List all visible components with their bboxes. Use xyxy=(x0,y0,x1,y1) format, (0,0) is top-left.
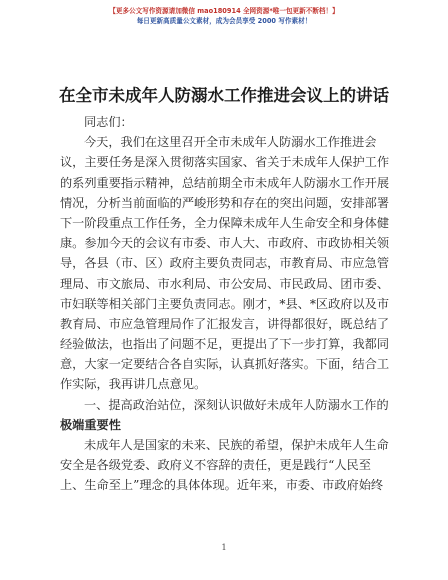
body-text-line: 康。参加今天的会议有市委、市人大、市政府、市政协相关领 xyxy=(60,236,390,251)
body-text-line: 上、生命至上”理念的具体体现。近年来，市委、市政府始终 xyxy=(60,478,384,493)
body-text-line: 教育局、市应急管理局作了汇报发言，讲得都很好，既总结了 xyxy=(60,316,390,331)
body-text-line: 作实际，我再讲几点意见。 xyxy=(60,377,207,392)
body-text-line: 情况，分析当前面临的严峻形势和存在的突出问题，安排部署 xyxy=(60,195,390,210)
body-text-line: 一、提高政治站位，深刻认识做好未成年人防溺水工作的 xyxy=(84,397,389,412)
body-text-line: 安全是各级党委、政府义不容辞的责任，更是践行“人民至 xyxy=(60,458,371,473)
page-number: 1 xyxy=(221,543,227,552)
body-text-line: 理局、市文旅局、市水利局、市公安局、市民政局、团市委、 xyxy=(60,276,390,291)
body-text-line: 议，主要任务是深入贯彻落实国家、省关于未成年人保护工作 xyxy=(60,155,390,170)
body-text-line: 经验做法，也指出了问题不足，更提出了下一步打算，我都同 xyxy=(60,337,390,352)
body-text-line: 下一阶段重点工作任务，全力保障未成年人生命安全和身体健 xyxy=(60,215,390,230)
promo-banner-line-2: 每日更新高质量公文素材，成为会员享受 2000 写作素材！ xyxy=(136,17,312,25)
body-text-line: 今天，我们在这里召开全市未成年人防溺水工作推进会 xyxy=(84,135,377,150)
body-text-line: 的系列重要指示精神，总结前期全市未成年人防溺水工作开展 xyxy=(60,175,390,190)
body-text-line: 意，大家一定要结合各自实际，认真抓好落实。下面，结合工 xyxy=(60,357,390,372)
section-heading-line: 极端重要性 xyxy=(60,417,121,432)
body-text-line: 同志们： xyxy=(84,115,133,129)
body-text-line: 导，各县（市、区）政府主要负责同志，市教育局、市应急管 xyxy=(60,256,390,271)
promo-banner-line-1: 【更多公文写作资源请加微信 mao180914 全网资源*唯一包更新不断档！】 xyxy=(109,7,339,15)
body-text-line: 未成年人是国家的未来、民族的希望，保护未成年人生命 xyxy=(84,438,389,452)
document-title: 在全市未成年人防溺水工作推进会议上的讲话 xyxy=(59,86,389,105)
body-text-line: 市妇联等相关部门主要负责同志。刚才，*县、*区政府以及市 xyxy=(60,296,390,311)
promo-banner xyxy=(0,6,448,26)
document-body xyxy=(60,112,390,496)
